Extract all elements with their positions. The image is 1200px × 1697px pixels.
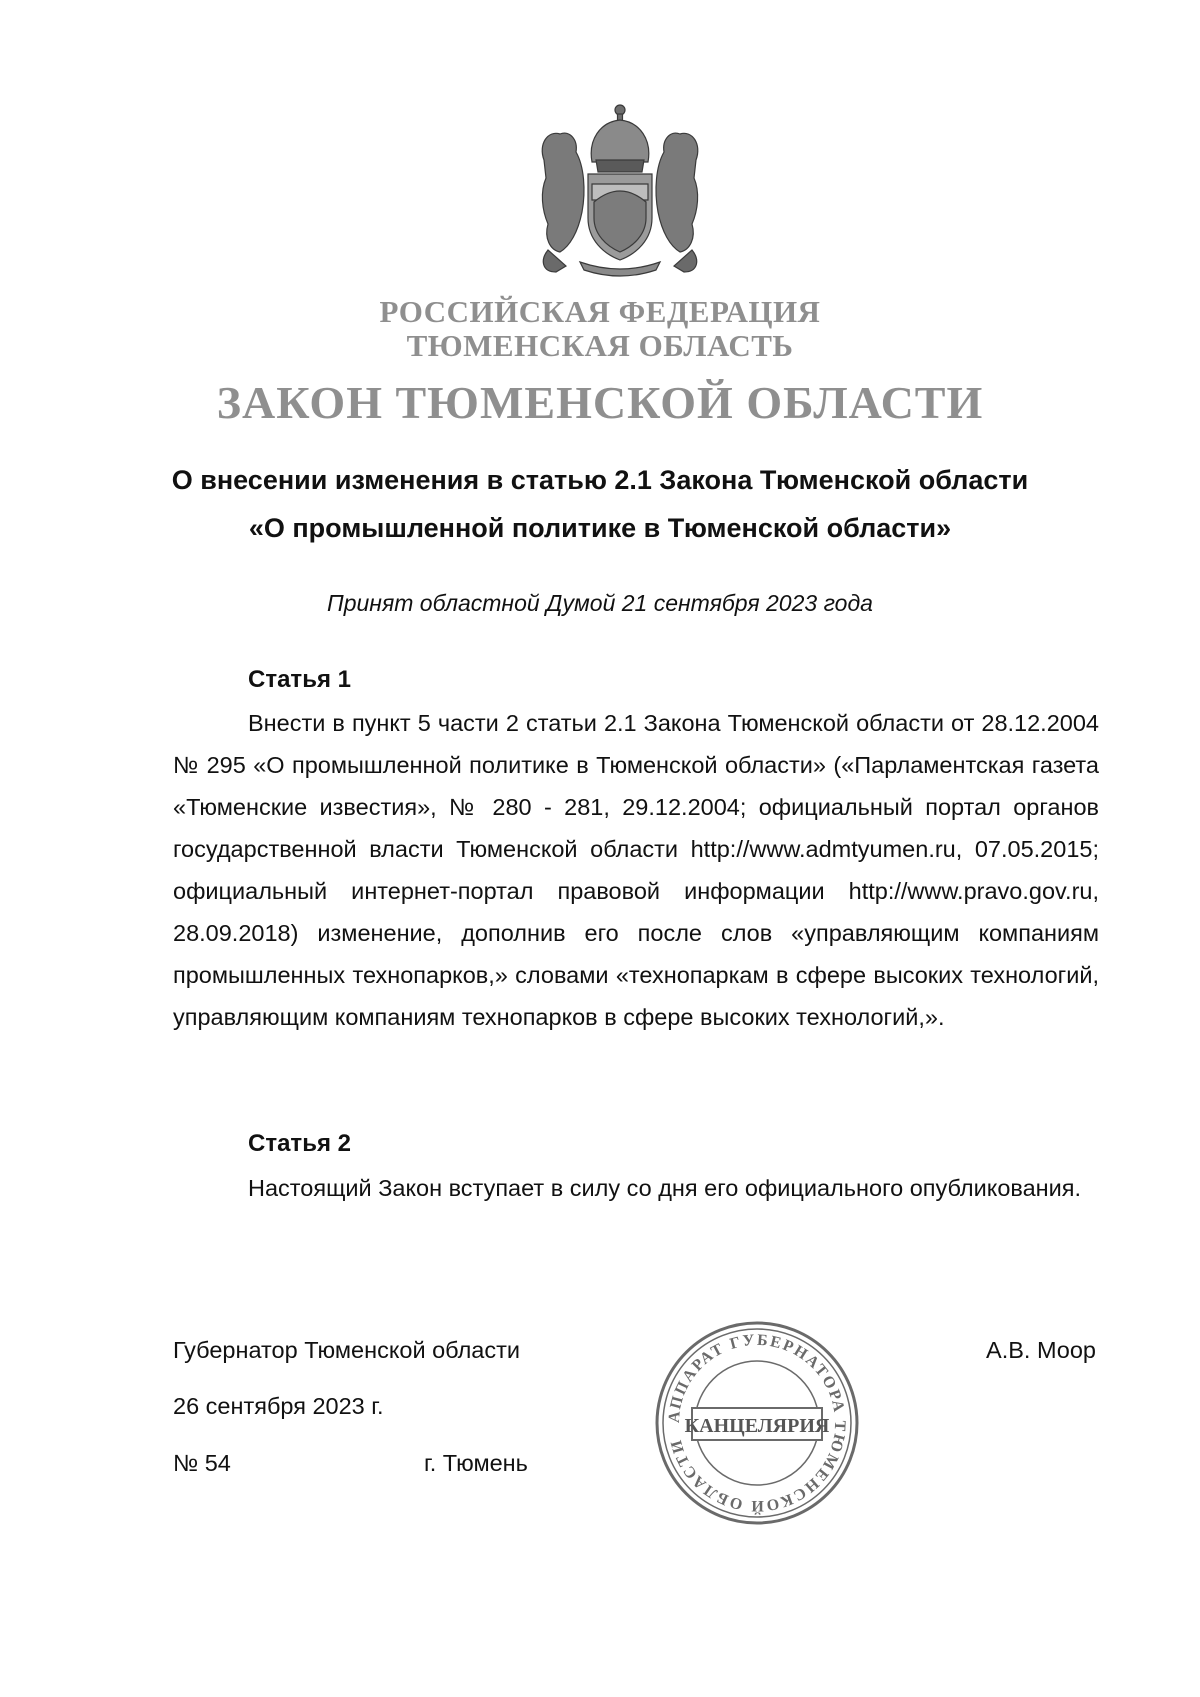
coat-of-arms-icon [530, 100, 710, 280]
seal-ring-text: АППАРАТ ГУБЕРНАТОРА ТЮМЕНСКОЙ ОБЛАСТИ [665, 1331, 849, 1515]
document-type-heading: ЗАКОН ТЮМЕНСКОЙ ОБЛАСТИ [216, 377, 984, 428]
chancellery-seal-icon [652, 1318, 862, 1528]
article-1-text: Внести в пункт 5 части 2 статьи 2.1 Закона Тюменской области от 28.12.2004 № 295 «О промышленной политике в Тюменской области» («Парламентская газета «Тюменские известия», № 280 - 281, 29.12.2004; официальный портал органов государственной власти Тюменской области http://www.admtyumen.ru, 07.05.2015; официальный интернет-портал правовой информации http://www.pravo.gov.ru, 28.09.2018) изменение, дополнив его после слов «управляющим компаниям промышленных технопарков,» словами «технопаркам в сфере высоких технологий, управляющим компаниям технопарков в сфере высоких технологий,». [173, 710, 1099, 1030]
article-1-heading: Статья 1 [248, 666, 351, 693]
law-title-line-2: «О промышленной политике в Тюменской области» [248, 513, 952, 543]
article-2-text: Настоящий Закон вступает в силу со дня его официального опубликования. [248, 1175, 1082, 1201]
adoption-note: Принят областной Думой 21 сентября 2023 года [327, 590, 873, 616]
seal-center-text: КАНЦЕЛЯРИЯ [684, 1415, 830, 1437]
signatory-name: А.В. Моор [986, 1337, 1096, 1363]
signatory-title: Губернатор Тюменской области [173, 1337, 521, 1363]
law-number: № 54 [173, 1450, 231, 1476]
law-title-line-1: О внесении изменения в статью 2.1 Закона Тюменской области [171, 465, 1029, 495]
signing-city: г. Тюмень [424, 1450, 528, 1476]
article-2-heading: Статья 2 [248, 1130, 351, 1157]
signing-date: 26 сентября 2023 г. [173, 1393, 384, 1419]
header-region: ТЮМЕНСКАЯ ОБЛАСТЬ [406, 328, 794, 363]
header-country: РОССИЙСКАЯ ФЕДЕРАЦИЯ [379, 294, 821, 329]
